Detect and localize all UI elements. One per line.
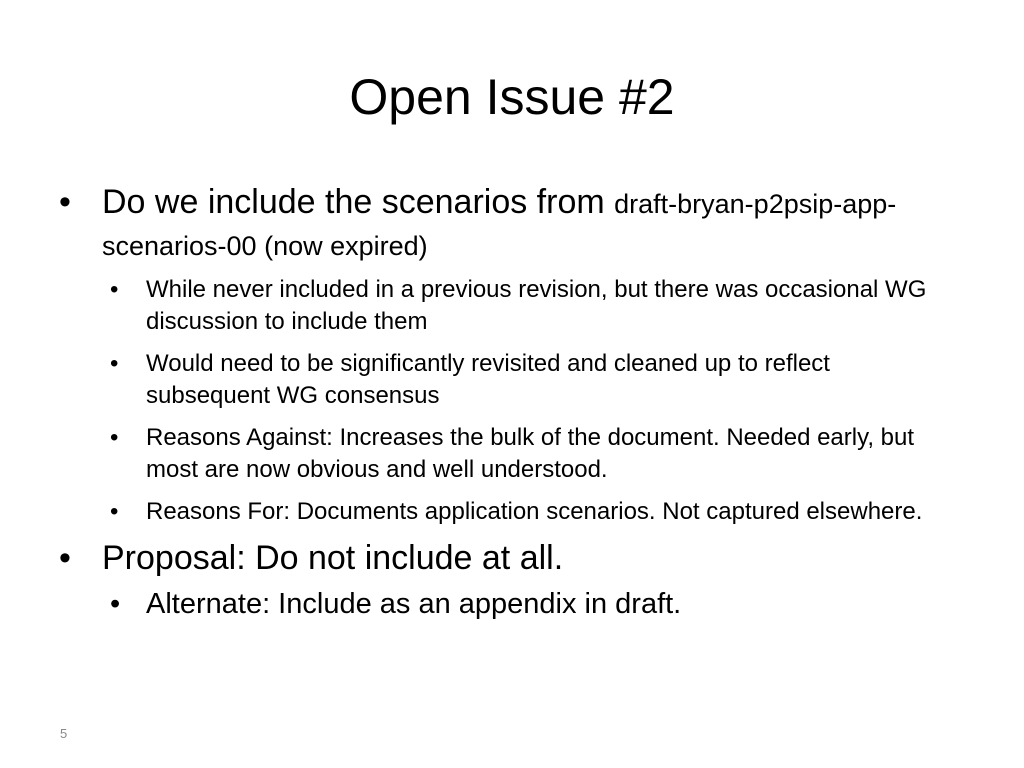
bullet-proposal (56, 538, 956, 622)
bullet-dot-icon: • (110, 588, 121, 620)
sub-bullet-text: Reasons For: Documents application scenarios. Not captured elsewhere. (146, 498, 923, 525)
slide-title: Open Issue #2 (349, 69, 675, 125)
sub-bullet (102, 496, 956, 528)
sub-bullet-text: Reasons Against: Increases the bulk of the document. Needed early, but most are now obvious and well understood. (146, 424, 915, 483)
bullet-dot-icon: • (110, 498, 119, 525)
bullet-scenarios-draft-name: draft-bryan-p2psip-app-scenarios-00 (now expired) (102, 189, 897, 261)
bullet-proposal-subitems (102, 586, 956, 622)
sub-bullet-text: While never included in a previous revision, but there was occasional WG discussion to include them (146, 276, 927, 335)
bullet-dot-icon: • (110, 350, 119, 377)
bullet-scenarios-text: Do we include the scenarios from (102, 183, 615, 221)
sub-bullet (102, 348, 956, 412)
sub-bullet (102, 586, 956, 622)
bullet-dot-icon: • (59, 539, 71, 577)
bullet-dot-icon: • (110, 276, 119, 303)
slide-body (56, 182, 956, 632)
bullet-dot-icon: • (110, 424, 119, 451)
bullet-dot-icon: • (59, 183, 71, 221)
bullet-proposal-text: Proposal: Do not include at all. (102, 539, 564, 577)
sub-bullet-text: Alternate: Include as an appendix in draft. (146, 588, 682, 620)
page-number: 5 (60, 726, 68, 741)
sub-bullet (102, 422, 956, 486)
sub-bullet (102, 274, 956, 338)
bullet-scenarios (56, 182, 956, 528)
sub-bullet-text: Would need to be significantly revisited and cleaned up to reflect subsequent WG consensus (146, 350, 830, 409)
bullet-scenarios-subitems (102, 274, 956, 528)
